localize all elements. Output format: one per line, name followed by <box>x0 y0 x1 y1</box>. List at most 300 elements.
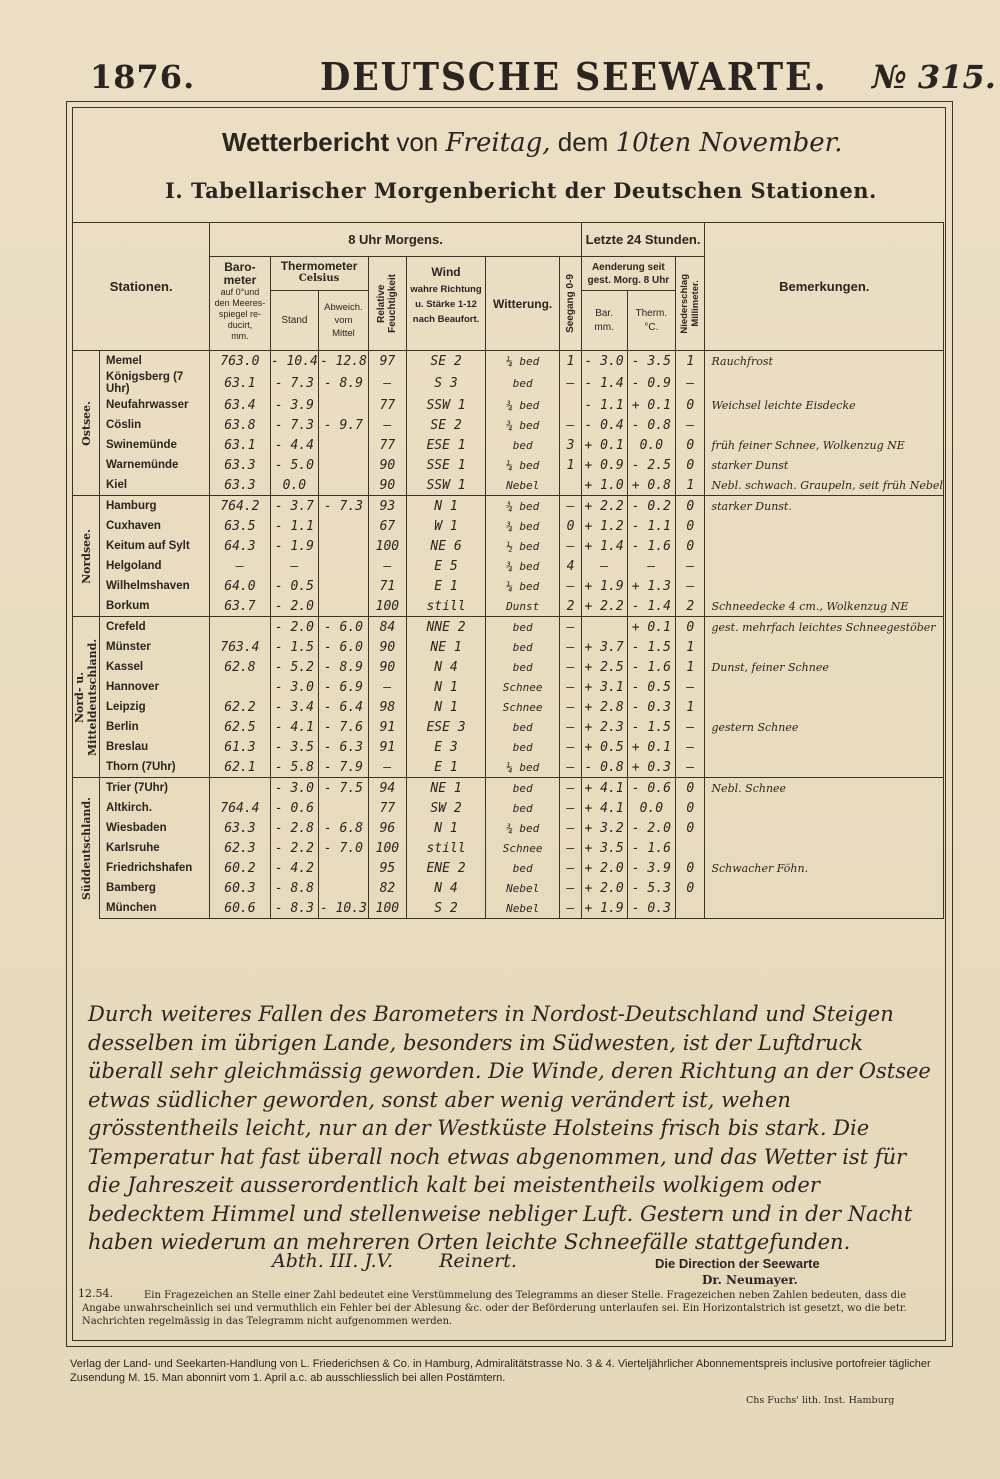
celsius-label: Celsius <box>298 273 340 284</box>
cell-bar: 63.1 <box>210 435 270 455</box>
cell-abw: - 12.8 <box>319 351 368 372</box>
cell-stand: - 3.4 <box>270 697 319 717</box>
cell-see: 3 <box>560 435 581 455</box>
cell-witt: ¾ bed <box>485 556 560 576</box>
station-name: Cöslin <box>100 415 210 435</box>
region-label <box>73 617 100 778</box>
cell-bem <box>705 878 944 898</box>
cell-abw <box>319 878 368 898</box>
cell-dbar: + 1.2 <box>581 516 627 536</box>
cell-dtherm: - 1.6 <box>627 838 676 858</box>
cell-abw <box>319 435 368 455</box>
cell-see: — <box>560 818 581 838</box>
cell-see: — <box>560 798 581 818</box>
cell-dbar: + 4.1 <box>581 798 627 818</box>
table-row <box>73 798 944 818</box>
cell-nied: 1 <box>676 697 705 717</box>
cell-witt: bed <box>485 717 560 737</box>
cell-dtherm: - 2.0 <box>627 818 676 838</box>
cell-abw: - 10.3 <box>319 898 368 919</box>
cell-wind: NNE 2 <box>407 617 486 638</box>
cell-dbar: + 2.8 <box>581 697 627 717</box>
region-name: Nordsee. <box>79 528 93 584</box>
cell-bem: starker Dunst. <box>705 496 944 517</box>
table-row <box>73 838 944 858</box>
cell-witt: ¼ bed <box>485 576 560 596</box>
cell-witt: bed <box>485 657 560 677</box>
cell-feucht: 77 <box>368 435 407 455</box>
cell-see: — <box>560 536 581 556</box>
cell-bem: gest. mehrfach leichtes Schneegestöber <box>705 617 944 638</box>
cell-dtherm: - 1.6 <box>627 657 676 677</box>
cell-dbar: + 1.0 <box>581 475 627 496</box>
cell-feucht: 97 <box>368 351 407 372</box>
cell-bem <box>705 757 944 778</box>
cell-nied: 0 <box>676 496 705 517</box>
table-row <box>73 898 944 919</box>
cell-abw: - 6.3 <box>319 737 368 757</box>
station-name: Friedrichshafen <box>100 858 210 878</box>
cell-nied: 0 <box>676 455 705 475</box>
cell-feucht: 100 <box>368 838 407 858</box>
station-name: Borkum <box>100 596 210 617</box>
cell-dbar: + 2.2 <box>581 496 627 517</box>
cell-stand: - 1.1 <box>270 516 319 536</box>
cell-bem: Nebl. schwach. Graupeln, seit früh Nebel <box>705 475 944 496</box>
station-name: Altkirch. <box>100 798 210 818</box>
cell-stand: - 5.8 <box>270 757 319 778</box>
cell-witt: Schnee <box>485 677 560 697</box>
cell-stand: - 3.7 <box>270 496 319 517</box>
cell-wind: SSW 1 <box>407 395 486 415</box>
cell-wind: ENE 2 <box>407 858 486 878</box>
table-row <box>73 475 944 496</box>
region-name: Nord- u. Mitteldeutschland. <box>73 638 99 756</box>
cell-wind: N 1 <box>407 496 486 517</box>
cell-bem: früh feiner Schnee, Wolkenzug NE <box>705 435 944 455</box>
wind-sub: wahre Richtung u. Stärke 1-12 nach Beaufort. <box>410 284 482 325</box>
cell-see: — <box>560 757 581 778</box>
lithographer-credit: Chs Fuchs' lith. Inst. Hamburg <box>746 1395 895 1406</box>
cell-see: 4 <box>560 556 581 576</box>
cell-dtherm: - 2.5 <box>627 455 676 475</box>
publication-title: DEUTSCHE SEEWARTE. <box>320 54 828 99</box>
cell-feucht: 90 <box>368 657 407 677</box>
cell-see <box>560 395 581 415</box>
cell-feucht: 67 <box>368 516 407 536</box>
cell-witt: bed <box>485 778 560 799</box>
weather-table <box>72 222 944 919</box>
table-row <box>73 371 944 395</box>
cell-nied <box>676 838 705 858</box>
station-name: Bamberg <box>100 878 210 898</box>
cell-see: — <box>560 637 581 657</box>
cell-nied: — <box>676 757 705 778</box>
cell-feucht: 84 <box>368 617 407 638</box>
station-name: Crefeld <box>100 617 210 638</box>
station-name: Wiesbaden <box>100 818 210 838</box>
cell-dbar: + 1.9 <box>581 898 627 919</box>
cell-stand: - 1.9 <box>270 536 319 556</box>
cell-bem: Dunst, feiner Schnee <box>705 657 944 677</box>
cell-bem <box>705 737 944 757</box>
cell-see: — <box>560 898 581 919</box>
cell-see: — <box>560 878 581 898</box>
cell-wind: NE 1 <box>407 637 486 657</box>
cell-abw: - 6.0 <box>319 617 368 638</box>
cell-bar: 764.4 <box>210 798 270 818</box>
cell-bem: Schneedecke 4 cm., Wolkenzug NE <box>705 596 944 617</box>
cell-feucht: — <box>368 415 407 435</box>
cell-bem <box>705 371 944 395</box>
cell-dbar: + 3.5 <box>581 838 627 858</box>
cell-witt: bed <box>485 858 560 878</box>
cell-wind: E 5 <box>407 556 486 576</box>
barometer-label: Baro- meter <box>223 260 257 287</box>
bar-change-header: Bar. mm. <box>581 291 627 351</box>
cell-stand: - 3.5 <box>270 737 319 757</box>
issue-number: № 315. <box>872 58 996 96</box>
cell-feucht: 77 <box>368 798 407 818</box>
cell-abw: - 6.9 <box>319 677 368 697</box>
cell-wind: SSW 1 <box>407 475 486 496</box>
station-name: München <box>100 898 210 919</box>
cell-feucht: 91 <box>368 717 407 737</box>
cell-dtherm: - 0.6 <box>627 778 676 799</box>
cell-bar: 763.4 <box>210 637 270 657</box>
cell-nied: 0 <box>676 617 705 638</box>
cell-feucht: — <box>368 757 407 778</box>
cell-see: — <box>560 737 581 757</box>
cell-dtherm: + 0.1 <box>627 395 676 415</box>
humidity-header <box>368 257 407 351</box>
cell-see: 0 <box>560 516 581 536</box>
cell-dbar: + 3.1 <box>581 677 627 697</box>
cell-wind: still <box>407 596 486 617</box>
cell-stand: - 3.0 <box>270 778 319 799</box>
cell-witt: Nebel <box>485 898 560 919</box>
cell-dbar: - 0.8 <box>581 757 627 778</box>
cell-abw: - 8.9 <box>319 371 368 395</box>
cell-bar: 62.8 <box>210 657 270 677</box>
cell-stand: - 0.6 <box>270 798 319 818</box>
cell-abw: - 7.3 <box>319 496 368 517</box>
report-prefix: Wetterbericht <box>222 127 390 157</box>
cell-nied: 0 <box>676 395 705 415</box>
barometer-sub: auf 0°und den Meeres- spiegel re- ducirt, mm. <box>214 287 266 341</box>
cell-dtherm: 0.0 <box>627 435 676 455</box>
cell-nied: 0 <box>676 878 705 898</box>
cell-dbar: - 3.0 <box>581 351 627 372</box>
region-name: Ostsee. <box>79 400 93 446</box>
station-name: Neufahrwasser <box>100 395 210 415</box>
region-name: Süddeutschland. <box>79 796 93 900</box>
cell-stand: - 5.2 <box>270 657 319 677</box>
cell-bar: 60.6 <box>210 898 270 919</box>
table-row <box>73 576 944 596</box>
cell-bar: 62.2 <box>210 697 270 717</box>
cell-see: 1 <box>560 455 581 475</box>
cell-dtherm: + 0.1 <box>627 737 676 757</box>
station-name: Königsberg (7 Uhr) <box>100 371 210 395</box>
cell-bar: 62.1 <box>210 757 270 778</box>
stations-header: Stationen. <box>73 223 210 351</box>
cell-abw: - 9.7 <box>319 415 368 435</box>
station-name: Leipzig <box>100 697 210 717</box>
cell-bar: 764.2 <box>210 496 270 517</box>
cell-stand: - 4.2 <box>270 858 319 878</box>
remarks-header: Bemerkungen. <box>705 223 944 351</box>
cell-witt: ½ bed <box>485 536 560 556</box>
cell-dtherm: + 0.8 <box>627 475 676 496</box>
cell-bar <box>210 617 270 638</box>
cell-dtherm: - 0.8 <box>627 415 676 435</box>
cell-bar: 63.4 <box>210 395 270 415</box>
year-label: 1876. <box>90 58 196 96</box>
cell-wind: NE 6 <box>407 536 486 556</box>
cell-see: — <box>560 657 581 677</box>
cell-dbar: + 1.4 <box>581 536 627 556</box>
cell-feucht: 90 <box>368 455 407 475</box>
cell-feucht: 96 <box>368 818 407 838</box>
cell-nied: 1 <box>676 657 705 677</box>
cell-witt: ¾ bed <box>485 415 560 435</box>
table-row <box>73 516 944 536</box>
cell-dbar: + 2.2 <box>581 596 627 617</box>
cell-bar: 61.3 <box>210 737 270 757</box>
cell-abw <box>319 556 368 576</box>
cell-stand: - 7.3 <box>270 415 319 435</box>
forecast-narrative: Durch weiteres Fallen des Barometers in Nordost-Deutschland und Steigen desselben im übrigen Lande, besonders im Südwesten, ist der Luftdruck überall sehr gleichmässig geworden. Die Winde, deren Richtung an der Ostsee etwas südlicher geworden, sonst aber wenig verändert ist, wehen grösstentheils leicht, nur an der Westküste Holsteins frisch bis stark. Die Temperatur hat fast überall noch etwas abgenommen, und das Wetter ist für die Jahreszeit ausserordentlich kalt bei meistentheils wolkigem oder bedecktem Himmel und stellenweise nebliger Luft. Gestern und in der Nacht haben wiederum an mehreren Orten leichte Schneefälle stattgefunden. <box>88 1002 931 1254</box>
cell-witt: ¾ bed <box>485 496 560 517</box>
cell-abw <box>319 596 368 617</box>
cell-dbar: + 2.5 <box>581 657 627 677</box>
cell-dtherm: + 0.3 <box>627 757 676 778</box>
cell-dbar: + 0.1 <box>581 435 627 455</box>
cell-wind: N 1 <box>407 697 486 717</box>
cell-witt: ¾ bed <box>485 516 560 536</box>
cell-dtherm: - 1.5 <box>627 717 676 737</box>
cell-feucht: 98 <box>368 697 407 717</box>
cell-wind: E 1 <box>407 757 486 778</box>
cell-bar: — <box>210 556 270 576</box>
station-name: Berlin <box>100 717 210 737</box>
cell-abw: - 7.0 <box>319 838 368 858</box>
station-name: Thorn (7Uhr) <box>100 757 210 778</box>
cell-wind: ESE 1 <box>407 435 486 455</box>
cell-stand: - 2.2 <box>270 838 319 858</box>
cell-feucht: 91 <box>368 737 407 757</box>
cell-bar: 60.3 <box>210 878 270 898</box>
cell-bem <box>705 838 944 858</box>
cell-see: 1 <box>560 351 581 372</box>
cell-wind: still <box>407 838 486 858</box>
cell-nied: 2 <box>676 596 705 617</box>
cell-wind: SE 2 <box>407 415 486 435</box>
station-name: Keitum auf Sylt <box>100 536 210 556</box>
cell-witt: Schnee <box>485 697 560 717</box>
thermometer-header <box>270 257 368 291</box>
cell-dtherm: - 0.5 <box>627 677 676 697</box>
cell-bem <box>705 415 944 435</box>
cell-dtherm: - 3.9 <box>627 858 676 878</box>
morning-header: 8 Uhr Morgens. <box>210 223 581 257</box>
cell-witt: bed <box>485 371 560 395</box>
weather-table-body <box>73 351 944 919</box>
cell-bar: 62.5 <box>210 717 270 737</box>
cell-bar: 60.2 <box>210 858 270 878</box>
table-row <box>73 556 944 576</box>
station-name: Warnemünde <box>100 455 210 475</box>
cell-bem: Nebl. Schnee <box>705 778 944 799</box>
table-row <box>73 737 944 757</box>
direction-label: Die Direction der Seewarte <box>655 1256 820 1271</box>
cell-bar <box>210 677 270 697</box>
cell-dbar: - 0.4 <box>581 415 627 435</box>
cell-bar: 63.1 <box>210 371 270 395</box>
cell-bar: 63.3 <box>210 818 270 838</box>
cell-feucht: 90 <box>368 475 407 496</box>
cell-feucht: 71 <box>368 576 407 596</box>
cell-dbar: + 2.0 <box>581 858 627 878</box>
cell-bar: 64.0 <box>210 576 270 596</box>
report-day: Freitag, <box>445 128 551 158</box>
table-row <box>73 351 944 372</box>
change-header: Aenderung seit gest. Morg. 8 Uhr <box>581 257 675 291</box>
cell-witt: bed <box>485 435 560 455</box>
table-row <box>73 536 944 556</box>
cell-witt: bed <box>485 617 560 638</box>
cell-abw: - 7.9 <box>319 757 368 778</box>
cell-abw <box>319 395 368 415</box>
cell-nied: 0 <box>676 778 705 799</box>
stand-header: Stand <box>270 291 319 351</box>
cell-dtherm: - 0.2 <box>627 496 676 517</box>
cell-abw <box>319 475 368 496</box>
wind-label: Wind <box>431 265 461 279</box>
cell-nied: 0 <box>676 435 705 455</box>
cell-abw <box>319 516 368 536</box>
cell-nied: 0 <box>676 536 705 556</box>
cell-witt: ¼ bed <box>485 455 560 475</box>
precip-label: Niederschlag Millimeter. <box>679 273 702 334</box>
cell-witt: bed <box>485 637 560 657</box>
station-name: Cuxhaven <box>100 516 210 536</box>
cell-abw <box>319 798 368 818</box>
cell-witt: bed <box>485 798 560 818</box>
cell-witt: ¼ bed <box>485 757 560 778</box>
cell-bar <box>210 778 270 799</box>
station-name: Hamburg <box>100 496 210 517</box>
report-von: von <box>396 127 439 157</box>
cell-witt: Nebel <box>485 475 560 496</box>
cell-nied: — <box>676 737 705 757</box>
cell-feucht: 77 <box>368 395 407 415</box>
cell-feucht: 100 <box>368 596 407 617</box>
table-row <box>73 757 944 778</box>
region-label <box>73 351 100 496</box>
cell-bem <box>705 677 944 697</box>
cell-nied: 1 <box>676 637 705 657</box>
station-name: Hannover <box>100 677 210 697</box>
cell-nied: — <box>676 717 705 737</box>
cell-abw: - 6.4 <box>319 697 368 717</box>
cell-bem <box>705 637 944 657</box>
station-name: Kassel <box>100 657 210 677</box>
cell-wind: N 1 <box>407 677 486 697</box>
cell-abw <box>319 455 368 475</box>
cell-dbar: - 1.1 <box>581 395 627 415</box>
table-row <box>73 858 944 878</box>
cell-dbar: — <box>581 556 627 576</box>
weather-header: Witterung. <box>485 257 560 351</box>
cell-nied: 1 <box>676 351 705 372</box>
cell-dtherm: - 1.4 <box>627 596 676 617</box>
cell-bem <box>705 798 944 818</box>
thermometer-label: Thermometer <box>280 259 358 273</box>
wind-header <box>407 257 486 351</box>
cell-dtherm: 0.0 <box>627 798 676 818</box>
table-row <box>73 596 944 617</box>
cell-wind: NE 1 <box>407 778 486 799</box>
cell-bar: 64.3 <box>210 536 270 556</box>
cell-witt: Dunst <box>485 596 560 617</box>
cell-see: — <box>560 838 581 858</box>
cell-stand: - 4.4 <box>270 435 319 455</box>
table-row <box>73 778 944 799</box>
cell-bem <box>705 556 944 576</box>
cell-dbar: + 0.5 <box>581 737 627 757</box>
station-name: Kiel <box>100 475 210 496</box>
cell-stand: - 2.0 <box>270 596 319 617</box>
barometer-header <box>210 257 270 351</box>
cell-dtherm: - 0.3 <box>627 697 676 717</box>
report-date: 10ten November. <box>615 128 843 158</box>
cell-stand: - 0.5 <box>270 576 319 596</box>
table-row <box>73 878 944 898</box>
cell-dtherm: + 1.3 <box>627 576 676 596</box>
cell-witt: Schnee <box>485 838 560 858</box>
cell-bar: 62.3 <box>210 838 270 858</box>
cell-stand: 0.0 <box>270 475 319 496</box>
cell-feucht: 100 <box>368 898 407 919</box>
cell-abw <box>319 858 368 878</box>
cell-dtherm: - 1.1 <box>627 516 676 536</box>
cell-abw: - 7.5 <box>319 778 368 799</box>
humidity-label: Relative Feuchtigkeit <box>376 274 399 333</box>
cell-wind: E 1 <box>407 576 486 596</box>
station-name: Breslau <box>100 737 210 757</box>
abth-label: Abth. III. J.V. <box>272 1250 394 1272</box>
cell-dtherm: - 1.5 <box>627 637 676 657</box>
cell-abw: - 7.6 <box>319 717 368 737</box>
cell-bem <box>705 898 944 919</box>
cell-bar: 763.0 <box>210 351 270 372</box>
cell-stand: — <box>270 556 319 576</box>
station-name: Swinemünde <box>100 435 210 455</box>
cell-stand: - 2.0 <box>270 617 319 638</box>
cell-nied: — <box>676 576 705 596</box>
table-row <box>73 818 944 838</box>
cell-feucht: — <box>368 677 407 697</box>
region-label <box>73 496 100 617</box>
cell-see: — <box>560 576 581 596</box>
cell-see: — <box>560 697 581 717</box>
table-row <box>73 455 944 475</box>
cell-bem <box>705 576 944 596</box>
table-row <box>73 617 944 638</box>
time-note: 12.54. <box>78 1287 113 1300</box>
